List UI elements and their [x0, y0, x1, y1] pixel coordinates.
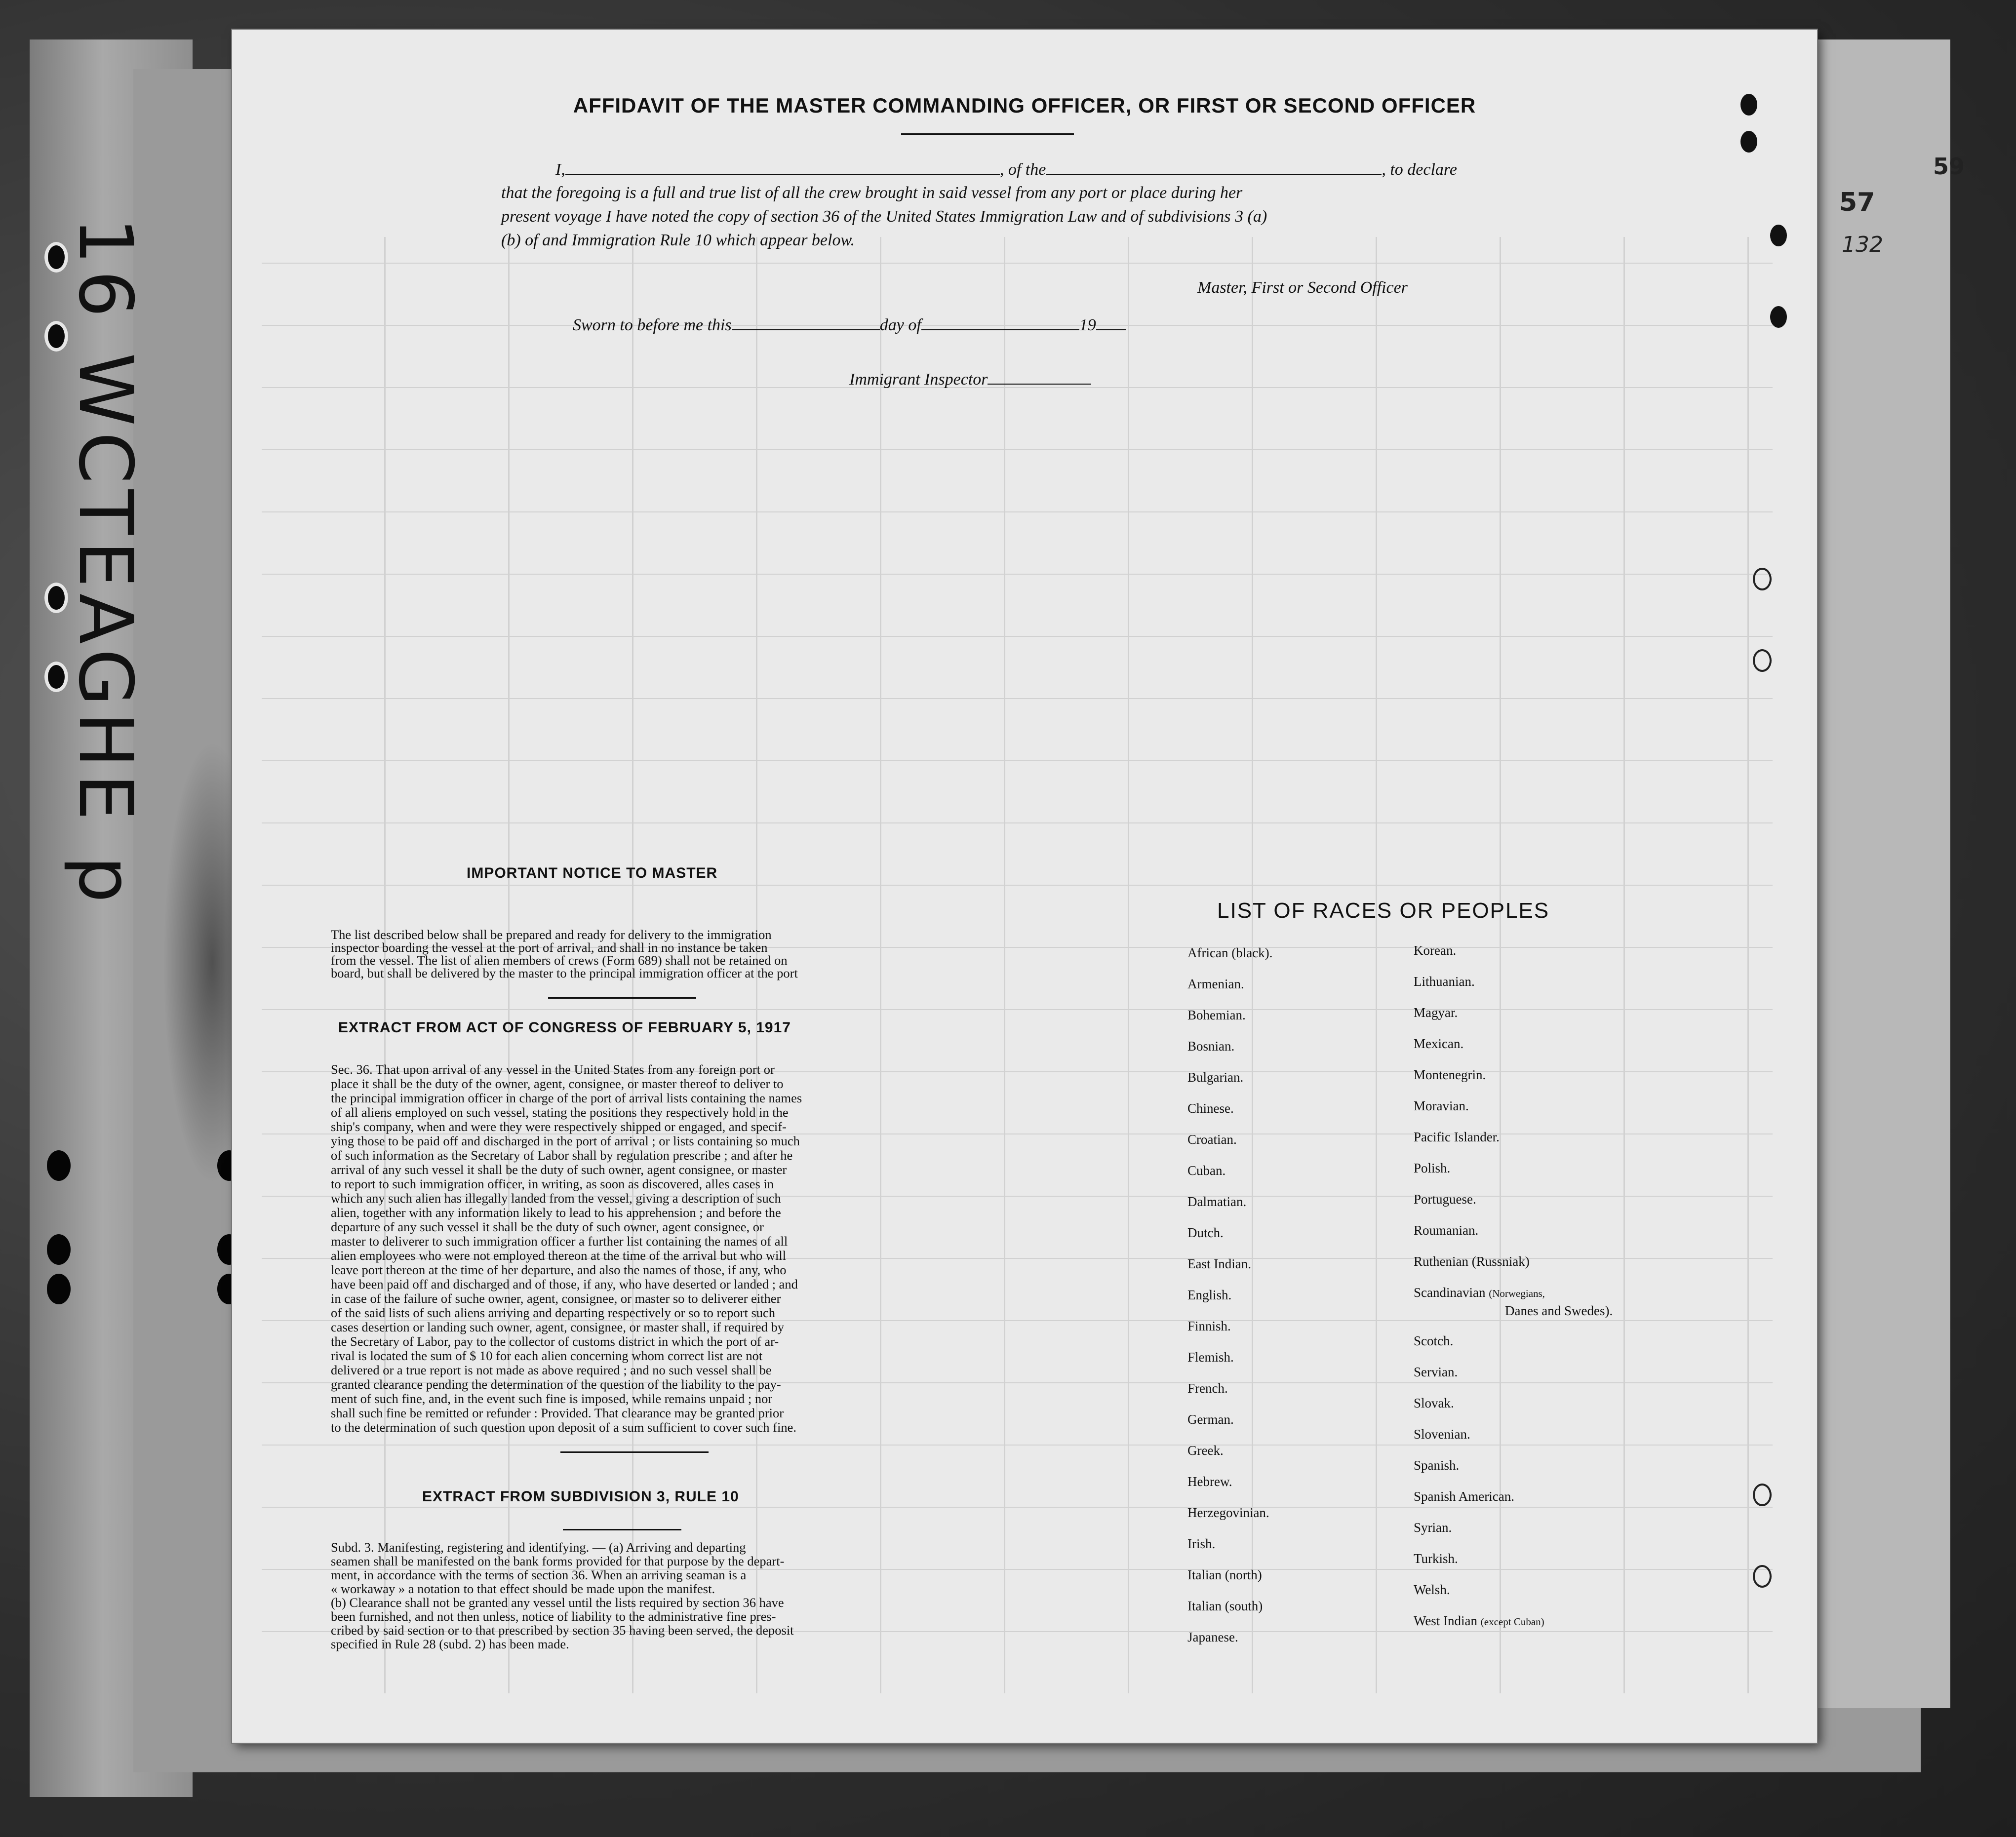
vessel-blank: [1046, 158, 1382, 175]
race-item: African (black).: [1187, 945, 1273, 960]
year-blank: [1096, 313, 1126, 330]
race-item: Scotch.: [1414, 1333, 1454, 1348]
notice-heading: IMPORTANT NOTICE TO MASTER: [467, 865, 718, 881]
punch-hole: [1770, 306, 1787, 328]
binding-hole: [47, 1234, 71, 1265]
race-item: Flemish.: [1187, 1350, 1234, 1365]
sworn-day-of: day of: [879, 316, 921, 334]
act-line: the principal immigration officer in charge of the port of arrival lists containing the names: [331, 1091, 802, 1105]
race-item: Lithuanian.: [1414, 974, 1475, 989]
race-item: Armenian.: [1187, 977, 1244, 991]
notice-paragraph: [331, 928, 911, 979]
race-item: Roumanian.: [1414, 1223, 1479, 1238]
month-blank: [921, 313, 1079, 330]
punch-hole: [1770, 225, 1787, 246]
binding-hole: [47, 1274, 71, 1304]
act-line: leave port thereon at the time of her departure, and also the names of those, if any, who: [331, 1262, 787, 1277]
notice-line: from the vessel. The list of alien members of crews (Form 689) shall not be retained on: [331, 953, 788, 968]
sworn-prefix: Sworn to before me this: [573, 316, 732, 334]
punch-ring: [1753, 568, 1772, 590]
act-line: ment of such fine, and, in the event such fine is imposed, while remains unpaid ; nor: [331, 1391, 773, 1406]
race-item: Dutch.: [1187, 1225, 1224, 1240]
day-blank: [732, 313, 880, 330]
act-line: alien employees who were not employed thereon at the time of the arrival but who will: [331, 1248, 787, 1263]
act-line: of the said lists of such aliens arriving and departing respectively or so to report such: [331, 1305, 776, 1320]
punch-hole: [1740, 131, 1757, 153]
affidavit-to-declare: , to declare: [1382, 160, 1457, 179]
act-line: which any such alien has illegally landed from the vessel, giving a description of such: [331, 1191, 781, 1206]
act-line: departure of any such vessel it shall be the duty of such owner, agent consignee, or: [331, 1219, 764, 1234]
race-item: Mexican.: [1414, 1036, 1464, 1051]
race-item: Spanish American.: [1414, 1489, 1514, 1504]
act-line: of such information as the Secretary of Labor shall by regulation prescribe ; and after he: [331, 1148, 793, 1163]
race-item: Italian (south): [1187, 1599, 1263, 1613]
binding-hole: [47, 1150, 71, 1181]
race-item: Slovak.: [1414, 1396, 1454, 1410]
act-line: of all aliens employed on such vessel, stating the positions they respectively hold in the: [331, 1105, 789, 1120]
section-rule: [560, 1451, 709, 1453]
handwritten-far-page-number: 59: [1933, 153, 1965, 180]
inspector-blank: [988, 368, 1091, 385]
affidavit-line-2: that the foregoing is a full and true list of all the crew brought in said vessel from any port or place during her: [501, 184, 1243, 202]
race-item: Cuban.: [1187, 1163, 1226, 1178]
rule-line: « workaway » a notation to that effect should be made upon the manifest.: [331, 1581, 715, 1596]
act-line: granted clearance pending the determination of the question of the liability to the pay-: [331, 1377, 781, 1392]
race-item: Korean.: [1414, 943, 1457, 958]
sworn-line: [573, 313, 1126, 337]
race-scandinavian-note: (Norwegians,: [1489, 1288, 1545, 1299]
punch-ring: [1753, 1484, 1772, 1506]
affidavit-title: AFFIDAVIT OF THE MASTER COMMANDING OFFICER, OR FIRST OR SECOND OFFICER: [573, 94, 1476, 117]
act-line: shall such fine be remitted or refunder : Provided. That clearance may be granted prior: [331, 1406, 784, 1420]
act-line: ship's company, when and were they were respectively shipped or engaged, and specif-: [331, 1119, 787, 1134]
race-item: Ruthenian (Russniak): [1414, 1254, 1530, 1269]
rule-line: (b) Clearance shall not be granted any vessel until the lists required by section 36 have: [331, 1595, 784, 1610]
race-item: Spanish.: [1414, 1458, 1460, 1473]
notice-line: board, but shall be delivered by the master to the principal immigration officer at the port: [331, 966, 798, 980]
notice-line: The list described below shall be prepared and ready for delivery to the immigration: [331, 927, 772, 942]
rule-line: Subd. 3. Manifesting, registering and identifying. — (a) Arriving and departing: [331, 1540, 746, 1555]
race-item: Moravian.: [1414, 1098, 1469, 1113]
race-item: Herzegovinian.: [1187, 1505, 1269, 1520]
act-line: to report to such immigration officer, in writing, as soon as discovered, alles cases in: [331, 1176, 774, 1191]
affidavit-page: [232, 30, 1817, 1743]
act-line: in case of the failure of suche owner, agent, consignee, or master so to deliverer either: [331, 1291, 781, 1306]
race-item: Polish.: [1414, 1161, 1451, 1175]
race-item: Bulgarian.: [1187, 1070, 1244, 1085]
inspector-line: [849, 368, 1091, 391]
affidavit-of-the: , of the: [999, 160, 1046, 179]
handwritten-corner-mark: 132: [1842, 232, 1883, 257]
race-scandinavian: Scandinavian: [1414, 1285, 1486, 1300]
race-item: Pacific Islander.: [1414, 1130, 1500, 1144]
race-west-indian: West Indian: [1414, 1613, 1478, 1628]
race-item: Welsh.: [1414, 1582, 1450, 1597]
affidavit-i: I,: [555, 160, 565, 179]
race-item: Magyar.: [1414, 1005, 1458, 1020]
act-line: cases desertion or landing such owner, agent, consignee, or master shall, if required by: [331, 1320, 785, 1334]
rule-line: seamen shall be manifested on the bank forms provided for that purpose by the depart-: [331, 1554, 785, 1568]
race-item: Hebrew.: [1187, 1474, 1232, 1489]
punch-ring: [1753, 1565, 1772, 1588]
race-item: French.: [1187, 1381, 1228, 1396]
race-item: English.: [1187, 1288, 1232, 1302]
notice-line: inspector boarding the vessel at the port of arrival, and shall in no instance be taken: [331, 940, 768, 955]
act-line: delivered or a true report is not made as above required ; and no such vessel shall be: [331, 1363, 772, 1377]
act-line: alien, together with any information likely to lead to his apprehension ; and before the: [331, 1205, 781, 1220]
act-line: the Secretary of Labor, pay to the collector of customs district in which the port of ar-: [331, 1334, 779, 1349]
race-item: Bohemian.: [1187, 1008, 1246, 1022]
act-line: have been paid off and discharged and of those, if any, who have deserted or landed ; and: [331, 1277, 798, 1291]
race-item: Finnish.: [1187, 1319, 1231, 1333]
affidavit-line-3: present voyage I have noted the copy of section 36 of the United States Immigration Law and of subdivisions 3 (a): [501, 207, 1267, 226]
act-paragraph: [331, 1062, 911, 1435]
race-item: Croatian.: [1187, 1132, 1237, 1147]
race-item-west-indian: [1414, 1613, 1544, 1629]
inspector-label: Immigrant Inspector: [849, 370, 988, 389]
race-item: Bosnian.: [1187, 1039, 1235, 1054]
act-line: master to deliverer to such immigration officer a further list containing the names of all: [331, 1234, 788, 1249]
act-line: place it shall be the duty of the owner, agent, consignee, or master thereof to deliver to: [331, 1076, 784, 1091]
race-item: Italian (north): [1187, 1567, 1262, 1582]
race-item: Turkish.: [1414, 1551, 1458, 1566]
punch-ring: [1753, 649, 1772, 672]
race-item: Japanese.: [1187, 1630, 1238, 1644]
rule-paragraph: [331, 1540, 911, 1651]
name-blank: [565, 158, 1000, 175]
race-item: Irish.: [1187, 1536, 1216, 1551]
race-item: Greek.: [1187, 1443, 1224, 1458]
race-item-scandinavian: [1414, 1285, 1545, 1300]
race-item: East Indian.: [1187, 1256, 1251, 1271]
races-heading: LIST OF RACES OR PEOPLES: [1217, 899, 1550, 923]
affidavit-line-4: (b) of and Immigration Rule 10 which appear below.: [501, 231, 855, 249]
race-item: Portuguese.: [1414, 1192, 1476, 1207]
act-line: arrival of any such vessel it shall be the duty of such owner, agent consignee, or master: [331, 1162, 787, 1177]
race-note-continuation: Danes and Swedes).: [1505, 1303, 1613, 1318]
master-signature-label: Master, First or Second Officer: [1197, 278, 1408, 297]
handwritten-page-number: 57: [1839, 188, 1875, 217]
act-heading: EXTRACT FROM ACT OF CONGRESS OF FEBRUARY 5, 1917: [338, 1019, 791, 1036]
affidavit-line-1: [555, 158, 1457, 181]
race-item: Montenegrin.: [1414, 1067, 1486, 1082]
rule-line: cribed by said section or to that prescribed by section 35 having been served, the deposit: [331, 1623, 794, 1638]
race-item: German.: [1187, 1412, 1234, 1427]
act-line: Sec. 36. That upon arrival of any vessel in the United States from any foreign port or: [331, 1062, 775, 1077]
rule-heading: EXTRACT FROM SUBDIVISION 3, RULE 10: [422, 1488, 739, 1505]
act-line: to the determination of such question upon deposit of a sum sufficient to cover such fine.: [331, 1420, 797, 1435]
rule-line: been furnished, and not then unless, notice of liability to the administrative fine pres-: [331, 1609, 776, 1624]
act-line: ying those to be paid off and discharged in the port of arrival ; or lists containing so much: [331, 1133, 800, 1148]
section-rule: [563, 1529, 681, 1530]
race-west-indian-note: (except Cuban): [1480, 1616, 1544, 1628]
race-item: Slovenian.: [1414, 1427, 1470, 1442]
section-rule: [548, 997, 696, 999]
rule-line: ment, in accordance with the terms of section 36. When an arriving seaman is a: [331, 1567, 747, 1582]
race-item: Chinese.: [1187, 1101, 1234, 1116]
act-line: rival is located the sum of $ 10 for each alien concerning whom correct list are not: [331, 1348, 763, 1363]
race-item: Dalmatian.: [1187, 1194, 1247, 1209]
race-item: Syrian.: [1414, 1520, 1452, 1535]
sworn-year: 19: [1079, 316, 1096, 334]
rule-line: specified in Rule 28 (subd. 2) has been made.: [331, 1637, 569, 1651]
title-rule: [901, 133, 1074, 135]
race-item: Servian.: [1414, 1365, 1458, 1379]
handwritten-margin-note: 16 WCTEAGHE p: [62, 217, 148, 909]
